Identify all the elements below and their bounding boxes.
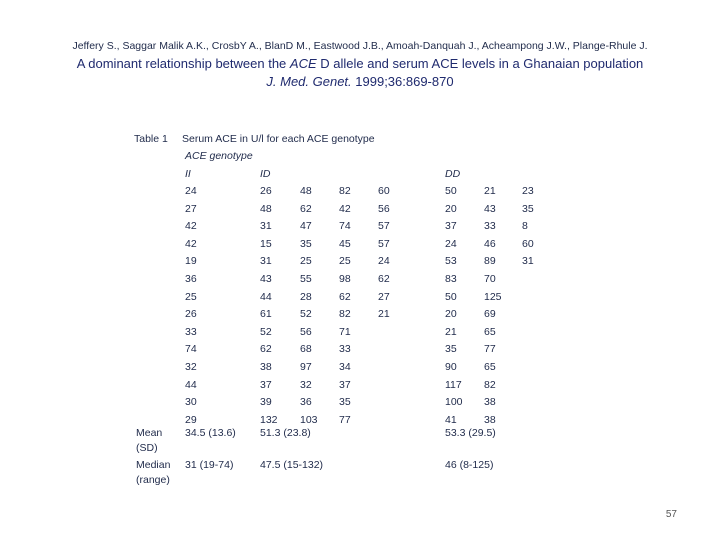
table-cell: 82: [339, 185, 351, 197]
table-cell: 52: [260, 325, 272, 338]
table-cell: 42: [339, 202, 351, 215]
table-cell: 50: [445, 290, 457, 303]
table-cell: 38: [484, 413, 496, 426]
table-cell: 56: [378, 202, 390, 215]
table-cell: 42: [185, 237, 197, 250]
table-caption: Serum ACE in U/l for each ACE genotype: [182, 133, 375, 145]
table-cell: 23: [522, 185, 534, 197]
table-cell: 38: [260, 361, 272, 373]
mean-id: 51.3 (23.8): [260, 427, 311, 439]
title-ace-italic: ACE: [289, 56, 317, 71]
table-cell: 35: [339, 396, 351, 409]
table-cell: 44: [260, 290, 272, 303]
table-cell: 83: [445, 273, 457, 285]
table-cell: 48: [300, 185, 312, 197]
table-cell: 65: [484, 325, 496, 338]
table-cell: 31: [522, 255, 534, 268]
table-cell: 36: [300, 396, 312, 409]
table-cell: 43: [260, 273, 272, 285]
table-cell: 90: [445, 361, 457, 373]
table-cell: 37: [445, 220, 457, 233]
table-cell: 57: [378, 220, 390, 233]
table-cell: 20: [445, 308, 457, 321]
slide-authors: Jeffery S., Saggar Malik A.K., CrosbY A., BlanD M., Eastwood J.B., Amoah-Danquah J., Acheampong J.W., Plange-Rhule J.: [72, 40, 648, 52]
group-ii: II: [185, 168, 191, 180]
table-cell: 68: [300, 343, 312, 356]
table-cell: 70: [484, 273, 496, 285]
table-cell: 74: [339, 220, 351, 233]
table-cell: 8: [522, 220, 528, 233]
table-cell: 25: [185, 290, 197, 303]
table-cell: 24: [185, 185, 197, 197]
table-cell: 50: [445, 185, 457, 197]
table-cell: 43: [484, 202, 496, 215]
table-cell: 53: [445, 255, 457, 268]
table-cell: 27: [185, 202, 197, 215]
table-cell: 30: [185, 396, 197, 409]
median-ii: 31 (19-74): [185, 459, 234, 471]
table-cell: 62: [300, 202, 312, 215]
table-cell: 38: [484, 396, 496, 409]
table-cell: 21: [484, 185, 496, 197]
table-cell: 45: [339, 237, 351, 250]
table-cell: 44: [185, 378, 197, 391]
table-label: Table 1: [134, 133, 168, 145]
mean-ii: 34.5 (13.6): [185, 427, 236, 439]
table-cell: 55: [300, 273, 312, 285]
table-cell: 31: [260, 220, 272, 233]
mean-label: Mean: [136, 427, 163, 439]
genotype-header: ACE genotype: [185, 150, 253, 162]
table-cell: 65: [484, 361, 496, 373]
table-cell: 77: [484, 343, 496, 356]
table-cell: 34: [339, 361, 351, 373]
table-cell: 28: [300, 290, 312, 303]
table-cell: 39: [260, 396, 272, 409]
table-cell: 125: [484, 290, 502, 303]
table-cell: 33: [185, 325, 197, 338]
table-cell: 25: [339, 255, 351, 268]
table-cell: 60: [522, 237, 534, 250]
mean-dd: 53.3 (29.5): [445, 427, 496, 439]
table-cell: 32: [185, 361, 197, 373]
median-dd: 46 (8-125): [445, 459, 494, 471]
table-cell: 31: [260, 255, 272, 268]
table-cell: 71: [339, 325, 351, 338]
table-cell: 35: [445, 343, 457, 356]
table-cell: 41: [445, 413, 457, 426]
table-cell: 56: [300, 325, 312, 338]
table-cell: 20: [445, 202, 457, 215]
table-cell: 47: [300, 220, 312, 233]
table-cell: 98: [339, 273, 351, 285]
table-cell: 19: [185, 255, 197, 268]
page-number: 57: [665, 509, 677, 520]
table-cell: 89: [484, 255, 496, 268]
table-cell: 32: [300, 378, 312, 391]
table-cell: 26: [185, 308, 197, 321]
table-cell: 24: [445, 237, 457, 250]
citation-journal: J. Med. Genet.: [266, 74, 352, 89]
table-cell: 117: [445, 378, 462, 391]
title-pre: A dominant relationship between the: [76, 56, 290, 71]
table-cell: 33: [339, 343, 351, 356]
table-cell: 60: [378, 185, 390, 197]
table-cell: 29: [185, 413, 197, 426]
table-cell: 33: [484, 220, 496, 233]
table-cell: 62: [378, 273, 390, 285]
table-cell: 74: [185, 343, 197, 356]
table-cell: 25: [300, 255, 312, 268]
table-cell: 62: [260, 343, 272, 356]
table-cell: 37: [339, 378, 351, 391]
table-cell: 61: [260, 308, 272, 321]
table-cell: 62: [339, 290, 351, 303]
table-cell: 15: [260, 237, 272, 250]
table-cell: 100: [445, 396, 463, 409]
table-cell: 82: [339, 308, 351, 321]
median-id: 47.5 (15-132): [260, 459, 324, 471]
group-dd: DD: [445, 168, 461, 180]
table-cell: 24: [378, 255, 390, 268]
title-post: D allele and serum ACE levels in a Ghanaian population: [316, 56, 644, 71]
table-cell: 21: [378, 308, 390, 321]
table-cell: 57: [378, 237, 390, 250]
table-cell: 97: [300, 361, 312, 373]
table-cell: 52: [300, 308, 312, 321]
table-cell: 35: [522, 202, 534, 215]
table-cell: 69: [484, 308, 496, 321]
table-cell: 77: [339, 413, 351, 426]
table-cell: 82: [484, 378, 496, 391]
median-label: Median: [136, 459, 171, 471]
table-cell: 46: [484, 237, 496, 250]
mean-sd-label: (SD): [136, 442, 158, 454]
table-cell: 37: [260, 378, 272, 391]
citation-rest: 1999;36:869-870: [351, 74, 454, 89]
table-cell: 35: [300, 237, 312, 250]
table-cell: 48: [260, 202, 272, 215]
table-cell: 26: [260, 185, 272, 197]
median-range-label: (range): [136, 474, 170, 486]
table-cell: 36: [185, 273, 197, 285]
table-cell: 42: [185, 220, 197, 233]
table-cell: 21: [445, 325, 457, 338]
group-id: ID: [260, 168, 271, 180]
table-cell: 27: [378, 290, 390, 303]
table-cell: 132: [260, 413, 278, 426]
table-cell: 103: [300, 413, 318, 426]
